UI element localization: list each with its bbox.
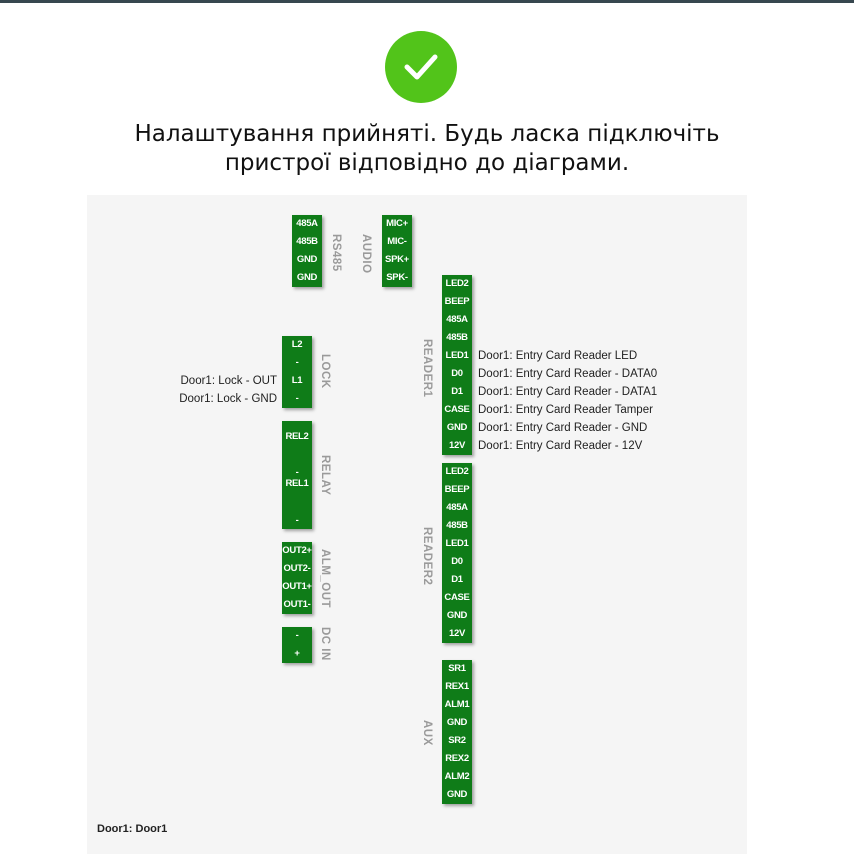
pin: GND [446, 610, 468, 621]
dc-in-terminal-block [282, 627, 312, 663]
pin: REL1 [285, 478, 309, 489]
pin: REX1 [445, 681, 469, 692]
pin: - [295, 393, 299, 404]
pin: LED1 [445, 538, 469, 549]
pin: D0 [451, 556, 463, 567]
pin: SPK+ [385, 254, 409, 265]
pin: SR1 [448, 663, 466, 674]
pin: 485A [446, 314, 468, 325]
lock-annotation-gnd: Door1: Lock - GND [179, 393, 277, 405]
aux-label: AUX [421, 720, 433, 746]
reader1-annotation-12v: Door1: Entry Card Reader - 12V [478, 440, 643, 452]
pin: D1 [451, 574, 463, 585]
pin: GND [446, 717, 468, 728]
rs485-label: RS485 [330, 234, 342, 272]
pin: LED2 [445, 466, 469, 477]
alm-out-label: ALM_OUT [319, 549, 331, 609]
reader1-annotation-gnd: Door1: Entry Card Reader - GND [478, 422, 648, 434]
audio-label: AUDIO [360, 234, 372, 274]
pin: D0 [451, 368, 463, 379]
wiring-diagram-panel [87, 195, 747, 854]
pin: D1 [451, 386, 463, 397]
pin: BEEP [444, 484, 470, 495]
pin: SR2 [448, 735, 466, 746]
dc-in-label: DC IN [319, 627, 331, 661]
pin: OUT1- [283, 599, 311, 610]
pin: GND [296, 254, 318, 265]
pin: - [295, 466, 299, 478]
top-bar [0, 0, 854, 3]
reader1-label: READER1 [421, 339, 433, 398]
pin: - [295, 514, 299, 526]
relay-label: RELAY [319, 455, 331, 496]
success-message-line1: Налаштування прийняті. Будь ласка підключіть [134, 121, 720, 147]
pin: L1 [291, 375, 303, 386]
pin: 485A [296, 218, 318, 229]
pin: GND [446, 422, 468, 433]
pin: OUT1+ [282, 581, 312, 592]
aux-terminal-block [442, 660, 472, 804]
reader2-terminal-block [442, 463, 472, 643]
lock-annotation-l1: Door1: Lock - OUT [180, 375, 277, 387]
reader1-annotation-d0: Door1: Entry Card Reader - DATA0 [478, 368, 658, 380]
pin: MIC- [387, 236, 407, 247]
pin: 485B [296, 236, 318, 247]
pin: 12V [448, 440, 465, 451]
pin: BEEP [444, 296, 470, 307]
pin: + [294, 648, 300, 659]
audio-terminal-block [382, 215, 412, 287]
checkmark-icon [403, 52, 439, 82]
reader2-label: READER2 [421, 527, 433, 586]
pin: - [295, 357, 299, 368]
pin: 485B [446, 332, 468, 343]
pin: ALM1 [444, 699, 470, 710]
reader1-terminal-block [442, 275, 472, 455]
success-message [60, 120, 794, 178]
reader1-annotation-d1: Door1: Entry Card Reader - DATA1 [478, 386, 658, 398]
alm-out-terminal-block [282, 542, 312, 614]
check-circle-icon [385, 31, 457, 103]
pin: REL2 [285, 431, 309, 442]
pin: LED1 [445, 350, 469, 361]
pin: 485B [446, 520, 468, 531]
pin: 485A [446, 502, 468, 513]
pin: GND [296, 272, 318, 283]
reader1-annotation-led1: Door1: Entry Card Reader LED [478, 350, 638, 362]
pin: CASE [444, 592, 470, 603]
pin: OUT2+ [282, 545, 312, 556]
pin: 12V [448, 628, 465, 639]
pin: GND [446, 789, 468, 800]
rs485-terminal-block [292, 215, 322, 287]
pin: SPK- [386, 272, 408, 283]
reader1-annotation-case: Door1: Entry Card Reader Tamper [478, 404, 653, 416]
pin: - [295, 630, 299, 641]
pin: MIC+ [386, 218, 408, 229]
success-message-line2: пристрої відповідно до діаграми. [224, 150, 630, 176]
relay-terminal-block [282, 421, 312, 529]
pin: ALM2 [444, 771, 470, 782]
pin: CASE [444, 404, 470, 415]
pin: LED2 [445, 278, 469, 289]
pin: L2 [291, 339, 303, 350]
pin: REX2 [445, 753, 469, 764]
lock-terminal-block [282, 336, 312, 408]
lock-label: LOCK [319, 354, 331, 389]
door-name-label: Door1: Door1 [97, 823, 168, 835]
pin: OUT2- [283, 563, 311, 574]
